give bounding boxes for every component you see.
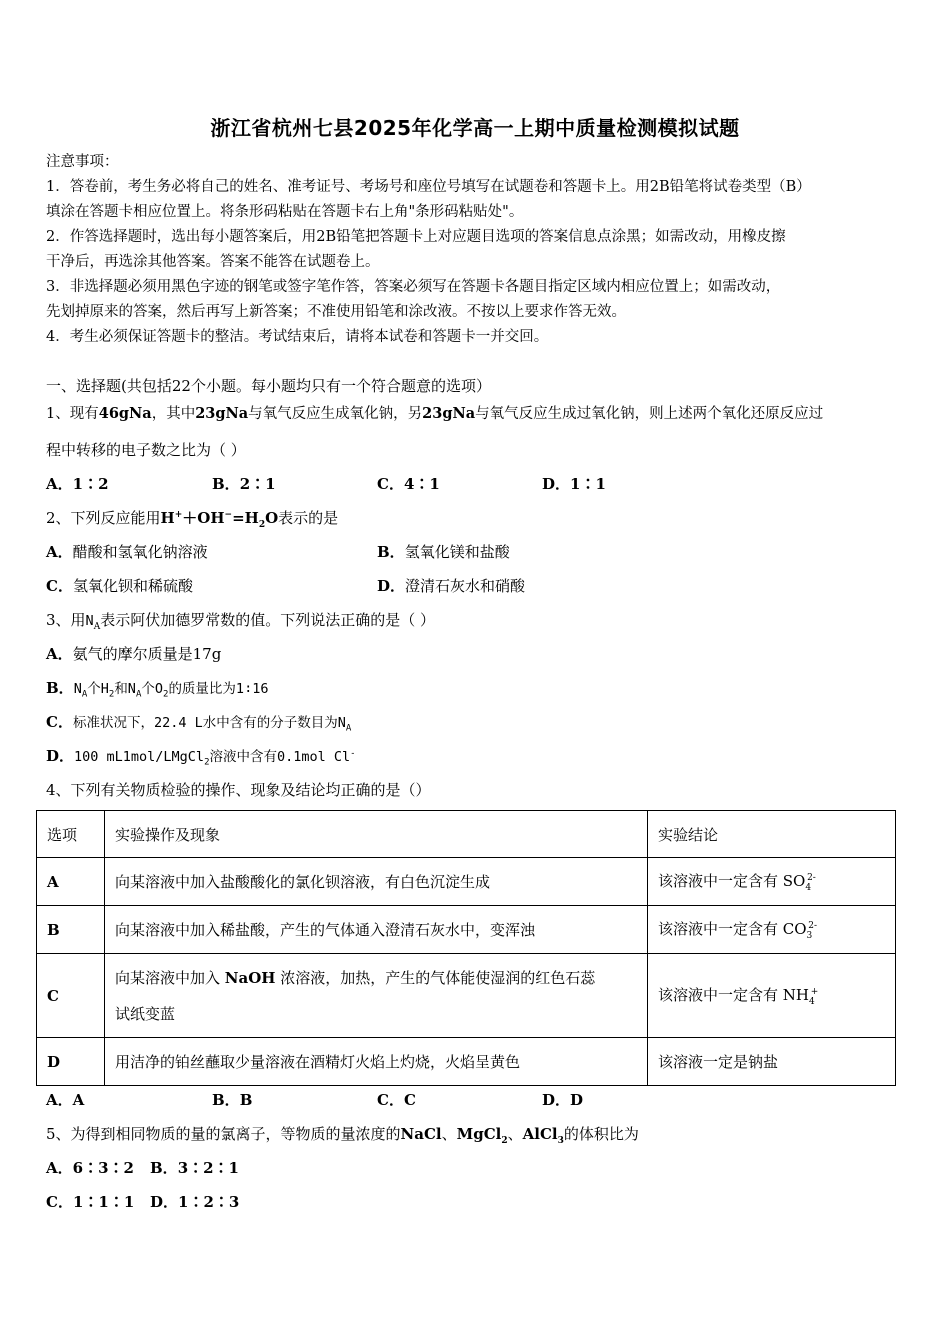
table-row xyxy=(37,858,896,906)
q4-option-b: B．B xyxy=(212,1091,253,1109)
table-row xyxy=(37,954,896,1038)
q2-option-b: B．氢氧化镁和盐酸 xyxy=(377,543,510,561)
notes-line: 干净后，再选涂其他答案。答案不能答在试题卷上。 xyxy=(46,254,380,270)
q3-option-d: D．100 mL1mol/LMgCl$_2$溶液中含有0.1mol Cl- xyxy=(46,747,356,768)
q5-option-a: A．6∶3∶2 xyxy=(46,1159,134,1177)
q1-option-d: D．1∶1 xyxy=(542,475,606,493)
notes-line: 3．非选择题必须用黑色字迹的钢笔或签字笔作答，答案必须写在答题卡各题目指定区域内相应位置上；如需改动， xyxy=(46,279,781,295)
table-header-cell: 实验结论 xyxy=(648,811,896,858)
table-cell-option: C xyxy=(37,954,105,1038)
q1-option-b: B．2∶1 xyxy=(212,475,276,493)
notes-block xyxy=(46,150,906,350)
q3-option-a: A．氨气的摩尔质量是17g xyxy=(46,645,222,663)
table-cell-option: D xyxy=(37,1038,105,1086)
notes-line: 1．答卷前，考生务必将自己的姓名、准考证号、考场号和座位号填写在试题卷和答题卡上。用2B铅笔将试卷类型（B） xyxy=(46,179,811,195)
q4-option-a: A．A xyxy=(46,1091,85,1109)
page-title: 浙江省杭州七县2025年化学高一上期中质量检测模拟试题 xyxy=(210,116,740,140)
table-header-cell: 选项 xyxy=(37,811,105,858)
table-cell-option: A xyxy=(37,858,105,906)
table-header-row xyxy=(37,811,896,858)
question-3-stem: 3、用$N_A$表示阿伏加德罗常数的值。下列说法正确的是（ ） xyxy=(46,611,435,632)
table-cell-result: 该溶液中一定含有 $CO_3^{2-}$ xyxy=(648,906,896,954)
q3-option-c: C．标准状况下，22.4 L水中含有的分子数目为$N_A$ xyxy=(46,713,352,734)
table-cell-operation: 用洁净的铂丝蘸取少量溶液在酒精灯火焰上灼烧，火焰呈黄色 xyxy=(105,1038,648,1086)
question-2-stem: 2、下列反应能用$H^++OH^-=H_2O$表示的是 xyxy=(46,509,339,530)
table-cell-result: 该溶液中一定含有 $SO_4^{2-}$ xyxy=(648,858,896,906)
notes-line: 2．作答选择题时，选出每小题答案后，用2B铅笔把答题卡上对应题目选项的答案信息点涂黑；如需改动，用橡皮擦 xyxy=(46,229,786,245)
q5-option-d: D．1∶2∶3 xyxy=(150,1193,240,1211)
table-cell-result: 该溶液中一定含有 $NH_4^+$ xyxy=(648,954,896,1038)
q5-option-b: B．3∶2∶1 xyxy=(150,1159,239,1177)
section-heading: 一、选择题(共包括22个小题。每小题均只有一个符合题意的选项） xyxy=(46,377,491,395)
q4-option-c: C．C xyxy=(377,1091,416,1109)
table-cell-result: 该溶液一定是钠盐 xyxy=(648,1038,896,1086)
q5-option-c: C．1∶1∶1 xyxy=(46,1193,135,1211)
q2-option-c: C．氢氧化钡和稀硫酸 xyxy=(46,577,193,595)
q2-option-a: A．醋酸和氢氧化钠溶液 xyxy=(46,543,208,561)
table-cell-operation: 向某溶液中加入稀盐酸，产生的气体通入澄清石灰水中，变浑浊 xyxy=(105,906,648,954)
notes-line: 先划掉原来的答案，然后再写上新答案；不准使用铅笔和涂改液。不按以上要求作答无效。 xyxy=(46,304,626,320)
q2-option-d: D．澄清石灰水和硝酸 xyxy=(377,577,526,595)
table-header-cell: 实验操作及现象 xyxy=(105,811,648,858)
question-4-stem: 4、下列有关物质检验的操作、现象及结论均正确的是（） xyxy=(46,781,431,799)
table-row xyxy=(37,1038,896,1086)
table-cell-option: B xyxy=(37,906,105,954)
notes-line: 填涂在答题卡相应位置上。将条形码粘贴在答题卡右上角"条形码粘贴处"。 xyxy=(46,204,524,220)
q1-option-a: A．1∶2 xyxy=(46,475,109,493)
q3-option-b: B．$N_A$个$H_2$和$N_A$个$O_2$的质量比为1∶16 xyxy=(46,679,269,700)
experiment-table xyxy=(36,810,896,1086)
question-1-stem-line1: 1、现有46gNa，其中23gNa与氧气反应生成氧化钠，另23gNa与氧气反应生成过氧化钠，则上述两个氧化还原反应过 xyxy=(46,405,824,422)
table-cell-operation: 向某溶液中加入盐酸酸化的氯化钡溶液，有白色沉淀生成 xyxy=(105,858,648,906)
question-1-stem-line2: 程中转移的电子数之比为（ ） xyxy=(46,441,246,459)
notes-heading: 注意事项： xyxy=(46,154,119,170)
table-row xyxy=(37,906,896,954)
notes-line: 4．考生必须保证答题卡的整洁。考试结束后，请将本试卷和答题卡一并交回。 xyxy=(46,329,549,345)
question-5-stem: 5、为得到相同物质的量的氯离子，等物质的量浓度的NaCl、MgCl$_2$、AlCl$_3$的体积比为 xyxy=(46,1125,639,1146)
q1-option-c: C．4∶1 xyxy=(377,475,440,493)
q4-option-d: D．D xyxy=(542,1091,584,1109)
table-cell-operation: 向某溶液中加入 NaOH 浓溶液，加热，产生的气体能使湿润的红色石蕊 试纸变蓝 xyxy=(105,954,648,1038)
